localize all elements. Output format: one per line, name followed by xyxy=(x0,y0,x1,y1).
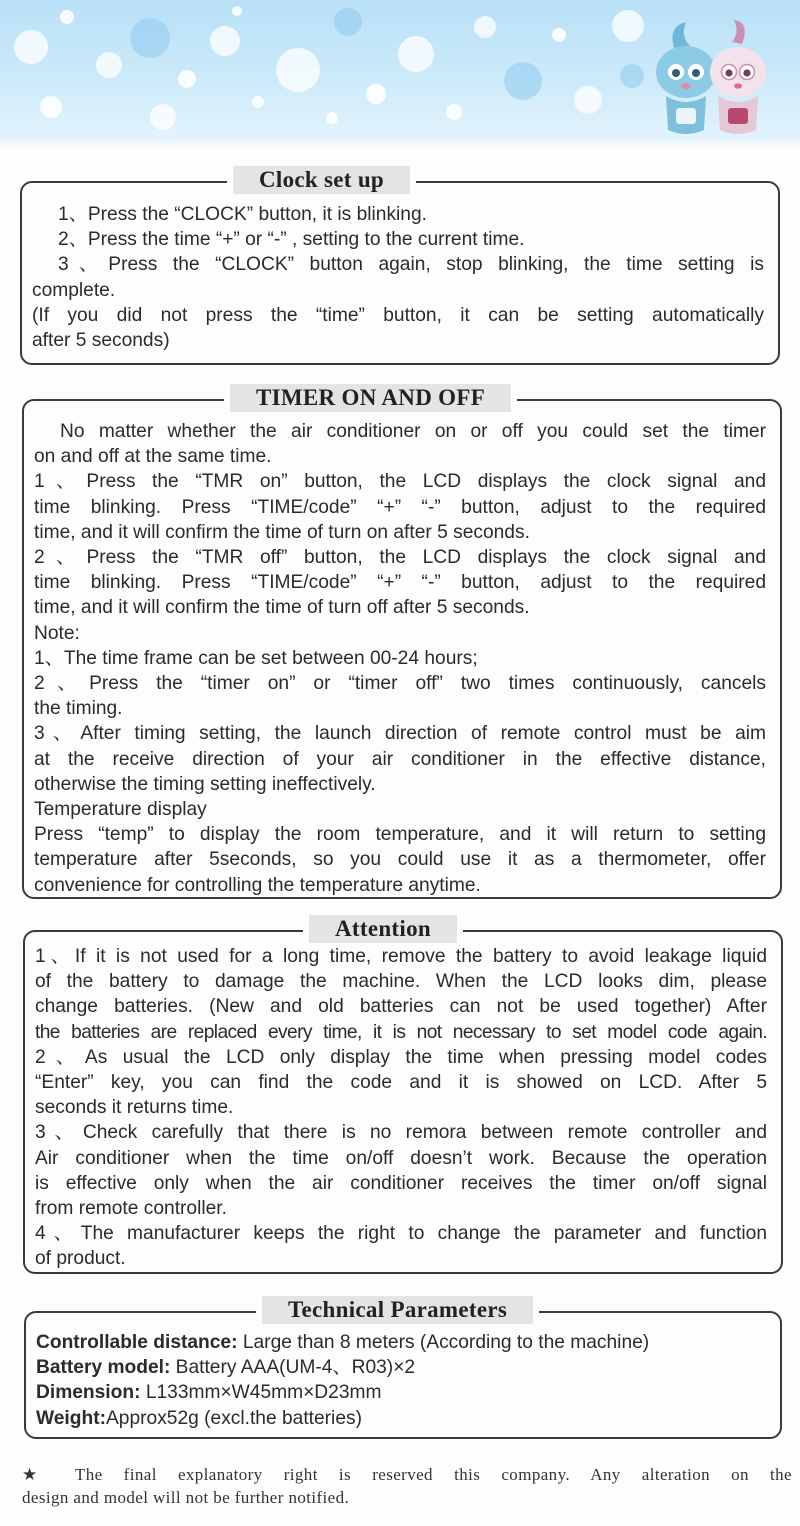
param-value: Large than 8 meters (According to the machine) xyxy=(237,1332,650,1353)
text-line: on and off at the same time. xyxy=(34,446,272,468)
text-line: 2、As usual the LCD only display the time when pressing model codes xyxy=(35,1046,767,1068)
text-line: 2、Press the “TMR off” button, the LCD displays the clock signal and xyxy=(34,547,766,569)
clock-setup-title: Clock set up xyxy=(227,166,416,194)
timer-title: TIMER ON AND OFF xyxy=(224,384,517,412)
footer-text: The final explanatory right is reserved this company. Any alteration on the xyxy=(74,1465,792,1484)
text-line: change batteries. (New and old batteries can not be used together) After xyxy=(35,996,767,1018)
text-line: 1、Press the “CLOCK” button, it is blinking. xyxy=(58,204,427,225)
attention-title: Attention xyxy=(303,915,463,943)
text-line: otherwise the timing setting ineffectively. xyxy=(34,773,376,795)
text-line: time blinking. Press “TIME/code” “+” “-” button, adjust to the required xyxy=(34,496,766,518)
text-line: of product. xyxy=(35,1248,126,1270)
text-line: at the receive direction of your air conditioner in the effective distance, xyxy=(34,748,766,770)
param-label: Controllable distance: xyxy=(36,1332,238,1353)
clock-setup-text xyxy=(32,202,764,353)
text-line: 3、Check carefully that there is no remora between remote controller and xyxy=(35,1122,767,1144)
text-line: Temperature display xyxy=(34,799,207,821)
param-controllable-distance xyxy=(36,1330,766,1355)
timer-text xyxy=(34,419,766,898)
text-line: 3、Press the “CLOCK” button again, stop blinking, the time setting is xyxy=(58,254,764,276)
text-line: 1、Press the “TMR on” button, the LCD displays the clock signal and xyxy=(34,471,766,493)
text-line: 1、The time frame can be set between 00-24 hours; xyxy=(34,647,478,669)
text-line: time, and it will confirm the time of turn off after 5 seconds. xyxy=(34,597,530,619)
technical-parameters-section xyxy=(24,1297,782,1439)
text-line: 3、After timing setting, the launch direction of remote control must be aim xyxy=(34,723,766,745)
text-line: Note: xyxy=(34,622,80,644)
text-line: from remote controller. xyxy=(35,1198,227,1220)
param-label: Battery model: xyxy=(36,1357,171,1379)
text-line: (If you did not press the “time” button, it can be setting automatically xyxy=(32,304,764,326)
text-line: time, and it will confirm the time of turn on after 5 seconds. xyxy=(34,521,530,543)
param-value: Battery AAA(UM-4、R03)×2 xyxy=(170,1357,416,1379)
text-line: convenience for controlling the temperature anytime. xyxy=(34,874,481,896)
param-label: Dimension: xyxy=(36,1382,141,1404)
param-dimension xyxy=(36,1380,766,1405)
footer-line: design and model will not be further notified. xyxy=(22,1488,350,1507)
text-line: temperature after 5seconds, so you could use it as a thermometer, offer xyxy=(34,849,766,871)
footer-line xyxy=(22,1463,792,1486)
clock-setup-section xyxy=(20,167,780,365)
footer-disclaimer xyxy=(22,1463,792,1509)
header-banner xyxy=(0,0,800,148)
text-line: the timing. xyxy=(34,698,123,720)
text-line: the batteries are replaced every time, it is not necessary to set model code again. xyxy=(35,1021,767,1043)
text-line: time blinking. Press “TIME/code” “+” “-” button, adjust to the required xyxy=(34,572,766,594)
text-line: “Enter” key, you can find the code and it is showed on LCD. After 5 xyxy=(35,1072,767,1094)
text-line: 2、Press the time “+” or “-” , setting to the current time. xyxy=(58,229,525,251)
mascot-characters-icon xyxy=(646,18,774,142)
technical-parameters-title: Technical Parameters xyxy=(256,1296,539,1324)
text-line: is effective only when the air conditioner receives the timer on/off signal xyxy=(35,1172,767,1194)
text-line: Air conditioner when the time on/off doesn’t work. Because the operation xyxy=(35,1147,767,1169)
text-line: 1、If it is not used for a long time, remove the battery to avoid leakage liquid xyxy=(35,946,767,967)
text-line: Press “temp” to display the room temperature, and it will return to setting xyxy=(34,824,766,846)
param-battery-model xyxy=(36,1355,766,1380)
param-weight xyxy=(36,1406,766,1431)
param-value: L133mm×W45mm×D23mm xyxy=(140,1382,382,1404)
text-line: No matter whether the air conditioner on or off you could set the timer xyxy=(60,421,766,442)
text-line: 2、Press the “timer on” or “timer off” two times continuously, cancels xyxy=(34,673,766,695)
technical-parameters-list xyxy=(36,1330,766,1431)
param-value: Approx52g (excl.the batteries) xyxy=(106,1407,362,1429)
text-line: seconds it returns time. xyxy=(35,1097,234,1119)
text-line: after 5 seconds) xyxy=(32,330,170,352)
star-icon: ★ xyxy=(22,1465,55,1484)
text-line: 4、The manufacturer keeps the right to change the parameter and function xyxy=(35,1223,767,1245)
timer-section xyxy=(22,385,782,899)
attention-section xyxy=(23,916,783,1274)
param-label: Weight: xyxy=(36,1407,106,1429)
text-line: complete. xyxy=(32,279,116,301)
attention-text xyxy=(35,944,767,1272)
text-line: of the battery to damage the machine. When the LCD looks dim, please xyxy=(35,971,767,993)
